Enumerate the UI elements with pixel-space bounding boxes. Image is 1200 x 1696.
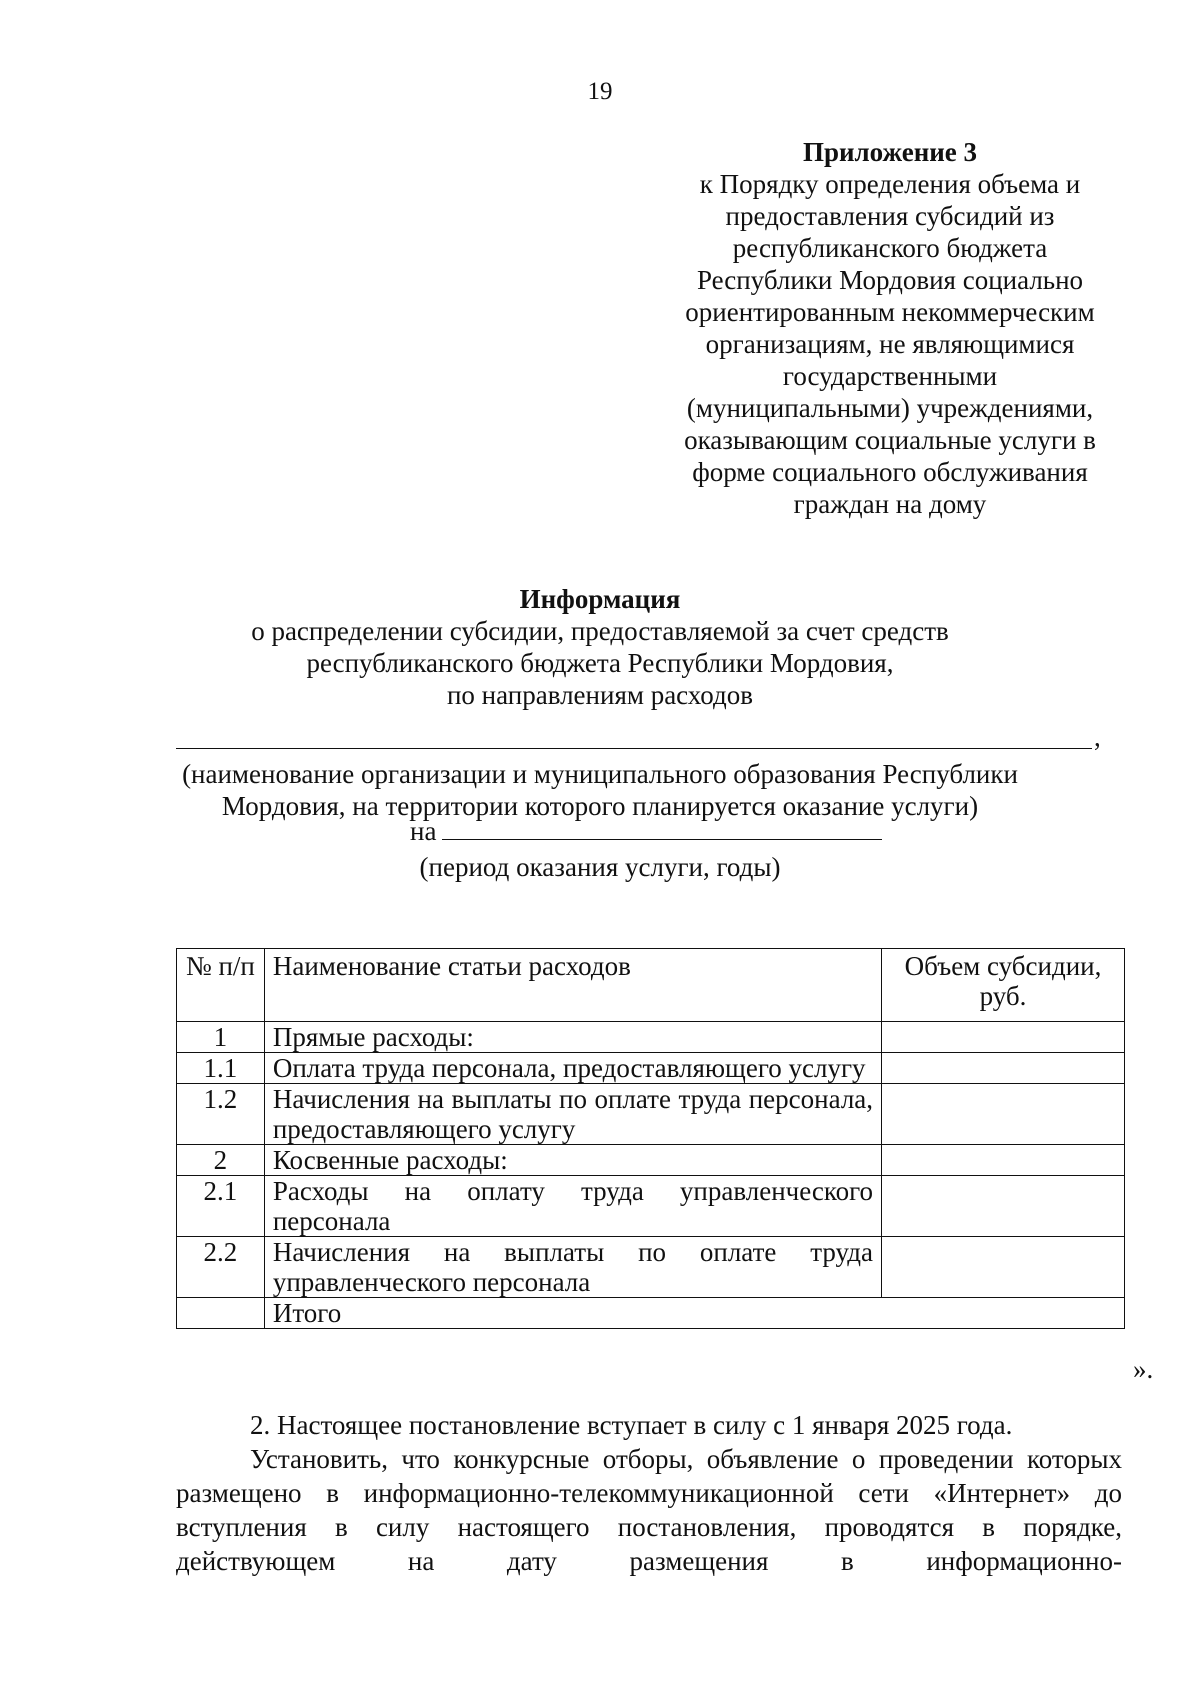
table-row [177, 1176, 1125, 1237]
row-num: 2.2 [177, 1237, 265, 1298]
header-name: Наименование статьи расходов [264, 949, 881, 1022]
row-num: 1.1 [177, 1053, 265, 1084]
appendix-line: (муниципальными) учреждениями, [686, 393, 1094, 423]
row-amount [882, 1053, 1125, 1084]
table-header-row [177, 949, 1125, 1022]
table-row [177, 1237, 1125, 1298]
row-name: Итого [264, 1298, 1124, 1329]
body-paragraph: 2. Настоящее постановление вступает в силу с 1 января 2025 года. [250, 1410, 1013, 1440]
body-paragraph: Установить, что конкурсные отборы, объявление о проведении которых размещено в информационно-телекоммуникационной сети «Интернет» до вступления в силу настоящего постановления, проводятся в порядке, действующем на дату размещения в информационно- [176, 1444, 1122, 1576]
info-line: по направлениям расходов [446, 680, 753, 710]
period-prefix: на [410, 816, 437, 846]
appendix-line: организациям, не являющимися [705, 329, 1075, 359]
org-comma: , [1094, 722, 1101, 752]
row-num: 2 [177, 1145, 265, 1176]
row-name: Оплата труда персонала, предоставляющего услугу [264, 1053, 881, 1084]
info-line: о распределении субсидии, предоставляемой за счет средств [251, 616, 949, 646]
table-row [177, 1145, 1125, 1176]
org-caption [0, 758, 1200, 822]
header-amount: Объем субсидии, руб. [882, 949, 1125, 1022]
info-line: республиканского бюджета Республики Мордовия, [306, 648, 894, 678]
appendix-block [660, 136, 1120, 520]
row-num [177, 1298, 265, 1329]
row-name: Косвенные расходы: [264, 1145, 881, 1176]
row-name: Прямые расходы: [264, 1022, 881, 1053]
row-amount [882, 1145, 1125, 1176]
appendix-line: Республики Мордовия социально [696, 265, 1084, 295]
body-text [176, 1408, 1122, 1578]
closing-quote: ». [1133, 1354, 1154, 1384]
appendix-line: предоставления субсидий из [725, 201, 1055, 231]
row-name: Расходы на оплату труда управленческого персонала [264, 1176, 881, 1237]
table-row [177, 1053, 1125, 1084]
period-field [410, 816, 890, 847]
appendix-line: оказывающим социальные услуги в [684, 425, 1096, 455]
row-amount [882, 1237, 1125, 1298]
row-amount [882, 1022, 1125, 1053]
row-name: Начисления на выплаты по оплате труда персонала, предоставляющего услугу [264, 1084, 881, 1145]
row-name: Начисления на выплаты по оплате труда управленческого персонала [264, 1237, 881, 1298]
appendix-line: форме социального обслуживания [692, 457, 1088, 487]
appendix-line: государственными [782, 361, 998, 391]
org-caption-line: (наименование организации и муниципального образования Республики [182, 759, 1018, 789]
info-title: Информация [519, 584, 681, 614]
period-blank-line [442, 817, 882, 840]
appendix-title: Приложение 3 [802, 137, 978, 167]
page-number: 19 [587, 78, 613, 105]
org-name-blank-line [176, 748, 1092, 749]
table-row-total [177, 1298, 1125, 1329]
appendix-line: республиканского бюджета [732, 233, 1048, 263]
info-heading [0, 583, 1200, 711]
table-row [177, 1022, 1125, 1053]
expenses-table [176, 948, 1125, 1329]
appendix-line: к Порядку определения объема и [699, 169, 1081, 199]
header-num: № п/п [177, 949, 265, 1022]
table-row [177, 1084, 1125, 1145]
row-amount [882, 1084, 1125, 1145]
appendix-line: ориентированным некоммерческим [685, 297, 1095, 327]
row-num: 2.1 [177, 1176, 265, 1237]
row-num: 1.2 [177, 1084, 265, 1145]
period-caption: (период оказания услуги, годы) [419, 852, 781, 882]
row-amount [882, 1176, 1125, 1237]
row-num: 1 [177, 1022, 265, 1053]
org-caption-line: Мордовия, на территории которого планируется оказание услуги) [221, 791, 979, 821]
appendix-line: граждан на дому [793, 489, 987, 519]
